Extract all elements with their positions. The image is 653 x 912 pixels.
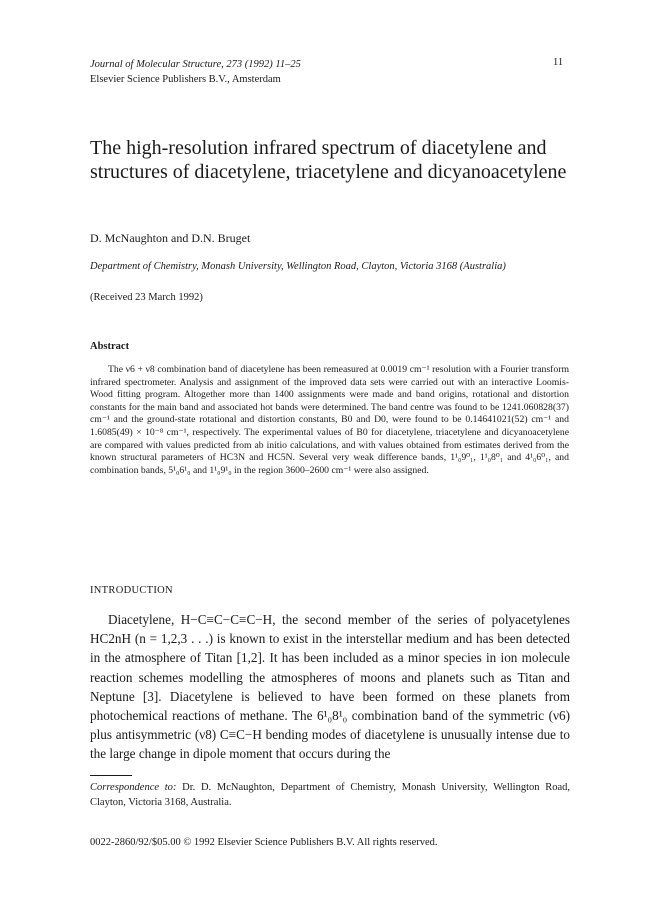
affiliation: Department of Chemistry, Monash University, Wellington Road, Clayton, Victoria 3168 (Australia) (90, 261, 506, 272)
introduction-paragraph: Diacetylene, H−C≡C−C≡C−H, the second member of the series of polyacetylenes HC2nH (n = 1,2,3 . . .) is known to exist in the interstellar medium and has been detected in the atmosphere of Titan [1,2]. It has been included as a minor species in ion molecule reaction schemes modelling the atmospheres of moons and planets such as Titan and Neptune [3]. Diacetylene is believed to have been formed on these planets from photochemical reactions of methane. The 6¹₀8¹₀ combination band of the symmetric (ν6) plus antisymmetric (ν8) C≡C−H bending modes of diacetylene is unusually intense due to the large change in dipole moment that occurs during the (90, 612, 570, 762)
abstract-text (90, 364, 569, 477)
footnote-rule (90, 775, 132, 776)
journal-header (90, 57, 570, 87)
copyright-line: 0022-2860/92/$05.00 © 1992 Elsevier Science Publishers B.V. All rights reserved. (90, 837, 438, 848)
journal-citation: Journal of Molecular Structure, 273 (1992) 11–25 (90, 59, 301, 70)
footnote-text: Dr. D. McNaughton, Department of Chemistry, Monash University, Wellington Road, Clayton, Victoria 3168, Australia. (90, 782, 571, 808)
introduction-text (90, 610, 570, 764)
publisher-line: Elsevier Science Publishers B.V., Amsterdam (90, 74, 281, 85)
page-number: 11 (553, 57, 564, 68)
abstract-heading: Abstract (90, 341, 130, 352)
author-list: D. McNaughton and D.N. Bruget (90, 231, 251, 245)
article-title: The high-resolution infrared spectrum of diacetylene and structures of diacetylene, triacetylene and dicyanoacetylene (90, 137, 567, 183)
footnote-label: Correspondence to: (90, 782, 177, 793)
correspondence-footnote (90, 780, 570, 810)
received-date: (Received 23 March 1992) (90, 292, 203, 303)
abstract-paragraph: The ν6 + ν8 combination band of diacetylene has been remeasured at 0.0019 cm⁻¹ resolution with a Fourier transform infrared spectrometer. Analysis and assignment of the improved data sets were carried out with an interactive Loomis-Wood fitting program. Altogether more than 1400 assignments were made and band origins, rotational and distortion constants for the main band and associated hot bands were determined. The band centre was found to be 1241.060828(37) cm⁻¹ and the ground-state rotational and distortion constants, B0 and D0, were found to be 0.14641021(52) cm⁻¹ and 1.6085(49) × 10⁻⁸ cm⁻¹, respectively. The experimental values of B0 for diacetylene, triacetylene and dicyanoacetylene are compared with values predicted from ab initio calculations, and with values obtained from estimates derived from the known structural parameters of HC3N and HC5N. Several very weak difference bands, 1¹₀9⁰₁, 1¹₀8⁰₁ and 4¹₀6⁰₁, and combination bands, 5¹₀6¹₀ and 1¹₀9¹₀ in the region 3600–2600 cm⁻¹ were also assigned. (90, 364, 569, 476)
introduction-heading: INTRODUCTION (90, 585, 173, 596)
